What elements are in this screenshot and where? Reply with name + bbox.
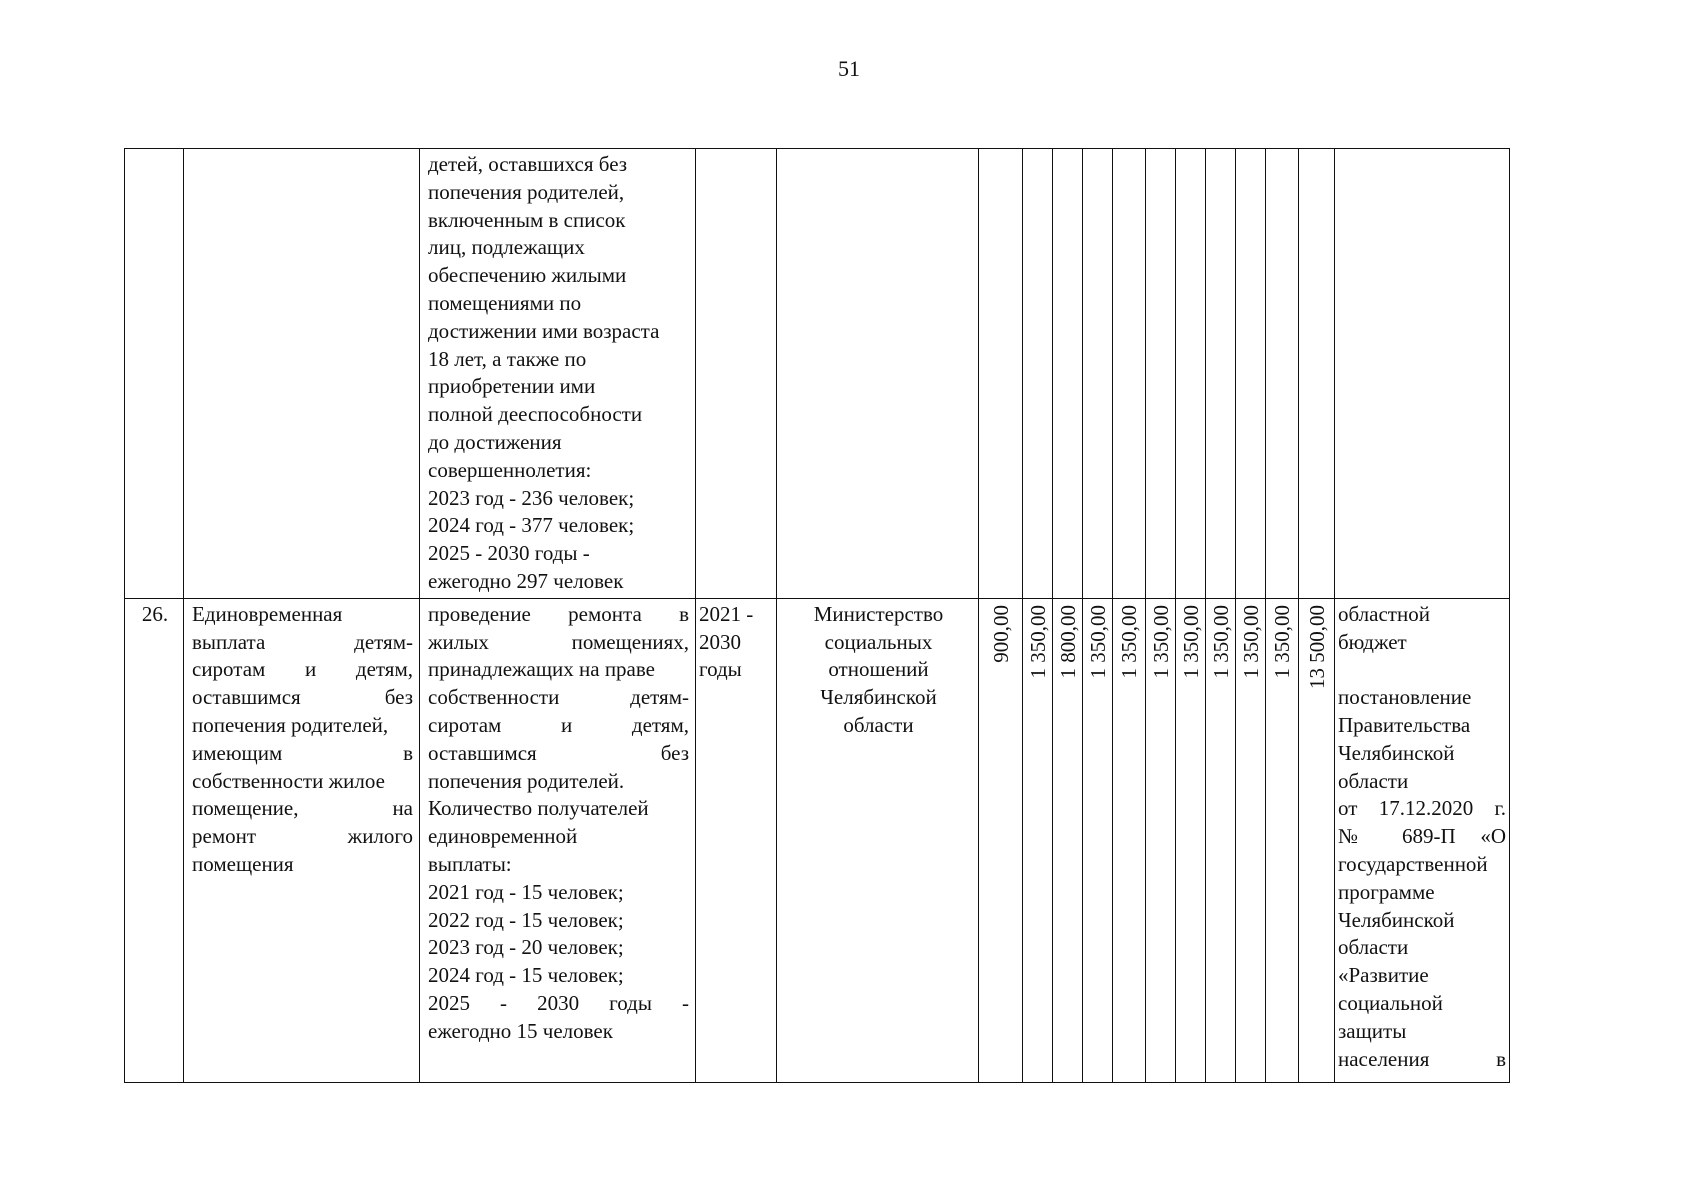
source-line: «Развитие	[1338, 963, 1429, 988]
amount-cell	[1083, 149, 1113, 599]
amount-cell	[1146, 149, 1176, 599]
result-line: 18 лет, а также по	[428, 346, 587, 371]
amount-cell	[1113, 598, 1146, 1082]
source-line: областной	[1338, 601, 1430, 626]
amount-total-value: 13 500,00	[1304, 604, 1329, 689]
result-line: лиц, подлежащих	[428, 235, 585, 260]
amount-value: 1 350,00	[1117, 604, 1141, 679]
table-row-continued	[125, 149, 1510, 599]
program-measures-table	[124, 148, 1510, 1083]
source-line: населения в	[1338, 1046, 1506, 1071]
amount-value: 1 350,00	[1208, 604, 1233, 679]
result-line: сиротам и детям,	[428, 712, 689, 737]
amount-value: 1 350,00	[1270, 604, 1294, 679]
name-line: сиротам и детям,	[192, 657, 413, 682]
source-line: бюджет	[1338, 629, 1407, 654]
amount-total-cell	[1299, 149, 1335, 599]
amount-cell	[979, 598, 1023, 1082]
result-line: оставшимся без	[428, 740, 689, 765]
name-line: собственности жилое	[192, 768, 385, 793]
expected-result-cell	[420, 149, 696, 599]
result-line: жилых помещениях,	[428, 629, 689, 654]
measure-name-cell	[184, 149, 420, 599]
result-line: попечения родителей.	[428, 768, 625, 793]
row-number: 26.	[125, 598, 184, 1082]
years-cell	[696, 598, 777, 1082]
source-line: социальной	[1338, 990, 1443, 1015]
result-line: 2023 год - 236 человек;	[428, 485, 635, 510]
executor-line: области	[843, 712, 914, 737]
result-line: совершеннолетия:	[428, 457, 592, 482]
amount-cell	[1266, 598, 1299, 1082]
source-line: государственной	[1338, 851, 1488, 876]
name-line: ремонт жилого	[192, 824, 413, 849]
name-line: оставшимся без	[192, 685, 413, 710]
amount-cell	[1236, 598, 1266, 1082]
result-line: 2025 - 2030 годы -	[428, 990, 689, 1015]
result-line: полной дееспособности	[428, 402, 643, 427]
source-line: области	[1338, 935, 1409, 960]
expected-result-cell	[420, 598, 696, 1082]
page-number: 51	[838, 56, 860, 81]
amount-value: 1 350,00	[1085, 604, 1110, 679]
amount-cell	[1113, 149, 1146, 599]
amount-value: 1 350,00	[1238, 604, 1263, 679]
name-line: имеющим в	[192, 740, 413, 765]
amount-total-cell	[1299, 598, 1335, 1082]
source-line: Правительства	[1338, 712, 1471, 737]
result-line: выплаты:	[428, 851, 512, 876]
amount-cell	[1206, 149, 1236, 599]
name-line: Единовременная	[192, 601, 343, 626]
result-line: детей, оставшихся без	[428, 152, 628, 176]
source-line: Челябинской	[1338, 740, 1455, 765]
result-line: обеспечению жилыми	[428, 263, 627, 288]
executor-line: социальных	[824, 629, 933, 654]
result-line: помещениями по	[428, 290, 582, 315]
result-line: 2024 год - 377 человек;	[428, 513, 635, 538]
result-line: 2022 год - 15 человек;	[428, 907, 624, 932]
name-line: помещение, на	[192, 796, 413, 821]
amount-cell	[979, 149, 1023, 599]
years-cell	[696, 149, 777, 599]
source-line: Челябинской	[1338, 907, 1455, 932]
executor-line: отношений	[828, 657, 929, 682]
years-line: 2030	[699, 629, 741, 654]
executor-cell	[777, 598, 979, 1082]
result-line: 2021 год - 15 человек;	[428, 879, 624, 904]
result-line: 2023 год - 20 человек;	[428, 935, 624, 960]
result-line: собственности детям-	[428, 685, 689, 710]
amount-cell	[1053, 598, 1083, 1082]
source-line: от 17.12.2020 г.	[1338, 796, 1506, 821]
result-line: единовременной	[428, 824, 578, 849]
amount-value: 1 800,00	[1055, 604, 1080, 679]
result-line: 2024 год - 15 человек;	[428, 963, 624, 988]
number-cell	[125, 149, 184, 599]
source-cell	[1335, 149, 1510, 599]
result-line: 2025 - 2030 годы -	[428, 541, 590, 566]
result-line: попечения родителей,	[428, 179, 625, 204]
years-line: 2021 -	[699, 601, 754, 626]
result-line: приобретении ими	[428, 374, 596, 399]
result-line: достижении ими возраста	[428, 318, 660, 343]
executor-line: Министерство	[813, 601, 944, 626]
amount-value: 1 350,00	[1148, 604, 1173, 679]
amount-cell	[1023, 598, 1053, 1082]
source-line: программе	[1338, 879, 1435, 904]
amount-cell	[1176, 149, 1206, 599]
source-line: области	[1338, 768, 1409, 793]
measure-name-cell	[184, 598, 420, 1082]
result-line: до достижения	[428, 429, 562, 454]
amount-value: 900,00	[988, 604, 1013, 663]
amount-cell	[1206, 598, 1236, 1082]
result-line: Количество получателей	[428, 796, 649, 821]
source-cell	[1335, 598, 1510, 1082]
amount-cell	[1146, 598, 1176, 1082]
amount-cell	[1266, 149, 1299, 599]
executor-line: Челябинской	[820, 685, 937, 710]
executor-cell	[777, 149, 979, 599]
source-line: постановление	[1338, 685, 1472, 710]
source-line	[1338, 656, 1506, 684]
amount-cell	[1053, 149, 1083, 599]
amount-cell	[1083, 598, 1113, 1082]
source-line: защиты	[1338, 1018, 1407, 1043]
years-line: годы	[699, 657, 742, 682]
result-line: ежегодно 15 человек	[428, 1018, 613, 1043]
name-line: выплата детям-	[192, 629, 413, 654]
amount-cell	[1023, 149, 1053, 599]
amount-cell	[1176, 598, 1206, 1082]
name-line: помещения	[192, 851, 294, 876]
amount-cell	[1236, 149, 1266, 599]
result-line: проведение ремонта в	[428, 601, 689, 626]
amount-value: 1 350,00	[1025, 604, 1050, 679]
amount-value: 1 350,00	[1178, 604, 1203, 679]
source-line: № 689-П «О	[1338, 824, 1506, 849]
result-line: принадлежащих на праве	[428, 657, 655, 682]
result-line: включенным в список	[428, 207, 626, 232]
result-line: ежегодно 297 человек	[428, 568, 624, 593]
table-row-26	[125, 598, 1510, 1082]
name-line: попечения родителей,	[192, 712, 389, 737]
